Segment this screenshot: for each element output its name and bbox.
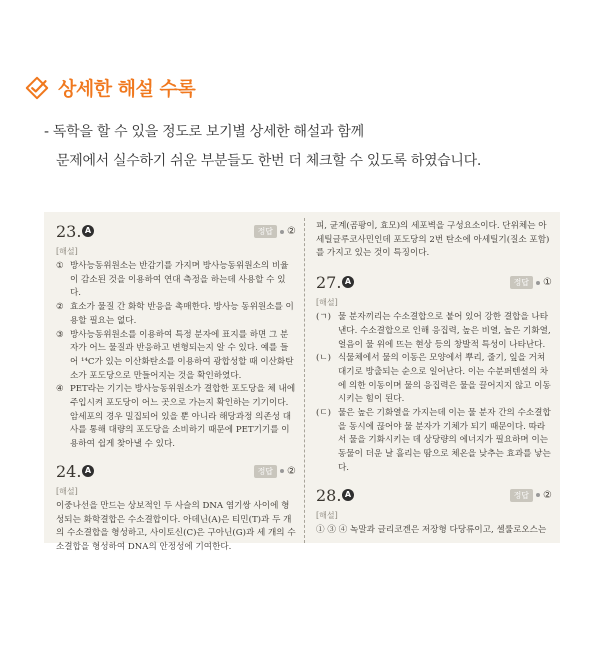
item-text: 물 분자끼리는 수소결합으로 붙어 있어 강한 결합을 나타낸다. 수소결합으로 인해 응집력, 높은 비열, 높은 기화열, 얼음이 물 위에 뜨는 현상 등의 창발적 특성이 나타난다. <box>338 312 551 350</box>
answer-value: ① <box>543 277 552 289</box>
item-text: 방사능동위원소를 이용하여 특정 분자에 표지를 하면 그 분자가 어느 물질과 반응하고 변형되는지 알 수 있다. 예를 들어 ¹⁴C가 있는 이산화탄소를 이용하여 광합성할 때 이산화탄소가 포도당으로 만들어지는 것을 확인하였다. <box>70 329 294 381</box>
answer-tag: 정답 <box>254 225 277 238</box>
question-27-header <box>316 271 552 297</box>
column-divider <box>304 218 305 543</box>
description-line-1: - 독학을 할 수 있을 정도로 보기별 상세한 해설과 함께 <box>44 124 364 140</box>
item-mark: ④ <box>56 384 64 395</box>
level-badge: A <box>82 225 94 237</box>
level-badge: A <box>342 489 354 501</box>
level-badge: A <box>342 276 354 288</box>
section-heading <box>25 74 195 101</box>
answer-value: ② <box>287 226 296 237</box>
explanation-item <box>316 311 552 352</box>
answer-box <box>254 225 296 238</box>
item-text: 식물체에서 물의 이동은 모양에서 뿌리, 줄기, 잎을 거쳐 대기로 방출되는 순으로 일어난다. 이는 수분퍼텐셜의 차에 의한 이동이며 물의 응집력은 물을 끌어지지 않고 이동시키는 힘이 된다. <box>338 353 551 405</box>
explanation-text: ① ③ ④ 녹말과 글리코겐은 저장형 다당류이고, 셀룰로오스는 <box>316 524 547 535</box>
item-mark: ③ <box>56 329 64 340</box>
explanation-item <box>56 301 296 328</box>
answer-value: ② <box>287 465 296 477</box>
answer-box <box>254 465 296 478</box>
answer-tag: 정답 <box>510 489 533 502</box>
item-text: PET라는 기기는 방사능동위원소가 결합한 포도당을 체 내에 주입시켜 포도당이 어느 곳으로 가는지 확인하는 기기이다. 암세포의 경우 밀집되어 있을 뿐 아니라 해당과정 의존성 대사를 통해 대량의 포도당을 소비하기 때문에 PET기기를 이용하여 쉽게 찾아낼 수 있다. <box>70 384 296 450</box>
item-text: 방사능동위원소는 반감기를 가지며 방사능동위원소의 비율이 감소된 것을 이용하여 연대 측정을 하는데 사용할 수 있다. <box>70 261 289 299</box>
dot-icon <box>536 281 540 285</box>
item-text: 효소가 물질 간 화학 반응을 촉매한다. 방사능 동위원소를 이용할 필요는 없다. <box>70 302 294 326</box>
item-mark: (ㄴ) <box>316 353 332 364</box>
continued-text: 피, 균계(곰팡이, 효모)의 세포벽을 구성요소이다. 단위체는 아세틸글루코사민인데 포도당의 2번 탄소에 아세틸기(질소 포함)를 가지고 있는 것이 특징이다. <box>316 221 550 259</box>
item-mark: (ㄱ) <box>316 312 332 323</box>
item-text: 물은 높은 기화열을 가지는데 이는 물 분자 간의 수소결합을 동시에 끊어야 물 분자가 기체가 되기 때문이다. 따라서 물을 기화시키는 데 상당량의 에너지가 필요하며 이는 동물이 더운 날 흘리는 땀으로 체온을 낮추는 효과를 낳는다. <box>338 408 551 473</box>
answer-tag: 정답 <box>254 465 277 478</box>
level-badge: A <box>82 465 94 477</box>
question-number: 23. <box>56 222 82 241</box>
left-column <box>56 212 296 552</box>
right-column <box>316 212 552 543</box>
heading-title: 상세한 해설 수록 <box>58 78 196 100</box>
explanation-item <box>56 383 296 452</box>
dot-icon <box>536 493 540 497</box>
explanation-label: [해설] <box>316 298 338 308</box>
question-number: 27. <box>316 273 342 293</box>
item-mark: ① <box>56 261 64 271</box>
explanation-label: [해설] <box>56 486 78 496</box>
description <box>44 118 481 176</box>
explanation-item <box>316 407 552 476</box>
question-23-header <box>56 220 296 246</box>
dot-icon <box>280 469 284 473</box>
question-number: 28. <box>316 485 342 505</box>
question-24-header <box>56 460 296 486</box>
explanation-item <box>56 260 296 301</box>
explanation-item <box>56 329 296 384</box>
item-mark: ② <box>56 302 64 313</box>
explanation-item <box>316 352 552 407</box>
answer-box <box>510 276 552 289</box>
book-page-sample <box>44 212 560 552</box>
question-number: 24. <box>56 461 82 481</box>
check-icon <box>25 76 49 100</box>
question-28-header <box>316 484 552 510</box>
explanation-label: [해설] <box>316 510 338 520</box>
item-mark: (ㄷ) <box>316 408 332 419</box>
description-line-2: 문제에서 실수하기 쉬운 부분들도 한번 더 체크할 수 있도록 하였습니다. <box>56 153 481 169</box>
answer-tag: 정답 <box>510 276 533 289</box>
explanation-text: 이중나선을 만드는 상보적인 두 사슬의 DNA 염기쌍 사이에 형성되는 화학결합은 수소결합이다. 아데닌(A)은 티민(T)과 두 개의 수소결합을 형성하고, 사이토신(C)은 구아닌(G)과 세 개의 수소결합을 형성하여 DNA의 안정성에 기여한다. <box>56 500 296 552</box>
answer-box <box>510 489 552 502</box>
dot-icon <box>280 230 284 234</box>
answer-value: ② <box>543 489 552 501</box>
explanation-label: [해설] <box>56 247 78 256</box>
